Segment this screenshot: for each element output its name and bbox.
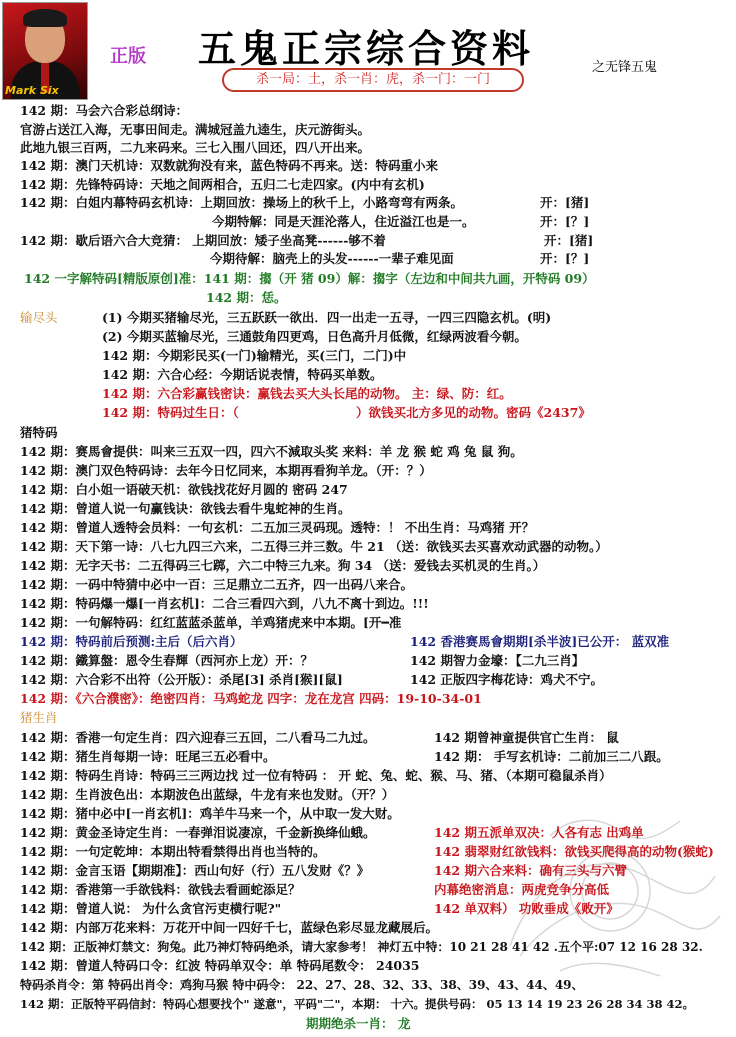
text-line: 142 期：特码爆一爆[一肖玄机]：二合三看四六到，八九不离十到边。!!!: [20, 596, 429, 611]
text-line: 142 期智力金壕：【二九三肖】: [410, 653, 585, 668]
text-line: 142 期：天下第一诗：八七九四三六来，二五得三并三数。牛 21 （送：欲钱买去买喜欢动武器的动物。）: [20, 539, 608, 554]
text-line: 开：[？]: [540, 251, 590, 266]
section-label: 输尽头: [20, 310, 58, 325]
page-title: 五鬼正宗综合资料: [198, 26, 535, 71]
text-line: 142 期：赛馬會提供：叫来三五双一四，四六不減取头奖 来料：羊 龙 猴 蛇 鸡 兔 鼠 狗。: [20, 444, 523, 459]
text-line: 142 正版四字梅花诗：鸡犬不宁。: [410, 672, 603, 687]
text-line: 142 期：澳门双色特码诗：去年今日忆同来，本期再看狗羊龙。（开：？）: [20, 463, 432, 478]
text-line: 142 期： 手写玄机诗：二前加三二八跟。: [434, 749, 669, 764]
text-line: 142 期：无字天书：二五得码三七踯，六二中特三九来。狗 34 （送：爱钱去买机灵的生肖。）: [20, 558, 546, 573]
text-line: 142 香港赛馬會期期[杀半波]已公开： 蓝双准: [410, 634, 670, 649]
section-label: 猪特码: [20, 425, 58, 440]
text-line: 开：[猪]: [544, 233, 594, 248]
text-line: 142 期：黄金圣诗定生肖：一春弹泪说凄凉，千金新换绛仙蛾。: [20, 825, 376, 840]
text-line: 142 期：猪生肖每期一诗：旺尾三五必看中。: [20, 749, 276, 764]
text-line: 142 期：六合彩赢钱密诀：赢钱去买大头长尾的动物。 主：绿、防：红。: [102, 386, 512, 401]
text-line: 142 期：曾道人说一句赢钱诀：欲钱去看牛鬼蛇神的生肖。: [20, 501, 351, 516]
text-line: 142 期：一句定乾坤：本期出特看禁得出肖也当特的。: [20, 844, 326, 859]
text-line: 142 期：猪中必中[一肖玄机]：鸡羊牛马来一个，从中取一发大财。: [20, 806, 400, 821]
text-line: 142 期：一句解特码：红红蓝蓝杀蓝单，羊鸡猪虎来中本期。[开━准: [20, 615, 402, 630]
text-line: 142 期：一码中特猜中必中一百：三足鼎立二五齐，四一出码八来合。: [20, 577, 413, 592]
edition-label: 正版: [110, 46, 146, 67]
mark-six-logo: Mark Six: [5, 84, 59, 97]
text-line: 142 期：恁。: [206, 290, 287, 305]
text-line: 142 期：今期彩民买(一门)输精光，买(三门，二门)中: [102, 348, 407, 363]
text-line: 官游占送江入海，无事田间走。满城冠盖九逵生，庆元游街头。: [20, 122, 371, 137]
text-line: 142 期：金言玉语【期期准】：西山句好（行）五八发财《？》: [20, 863, 370, 878]
text-line: 142 期：特码前后预测:主后（后六肖）: [20, 634, 243, 649]
text-line: 开：[？]: [540, 214, 590, 229]
author-name: 之无锋五鬼: [592, 60, 658, 75]
text-line: 期期绝杀一肖： 龙: [306, 1016, 411, 1031]
text-line: 142 期：特码生肖诗：特码三三两边找 过一位有特码 ： 开 蛇、兔、蛇、猴、马、猪、（本期可稳鼠杀肖）: [20, 768, 612, 783]
text-line: 142 期：《六合濮密》：绝密四肖：马鸡蛇龙 四字：龙在龙宫 四码：19-10-34-01: [20, 691, 482, 706]
text-line: 142 期曾神童提供官亡生肖： 鼠: [434, 730, 619, 745]
text-line: 142 期：正版特平码信封：特码心想要找个" 遂意"，平码"二"，本期： 十六。提供号码： 05 13 14 19 23 26 28 34 38 42。: [20, 997, 695, 1011]
text-line: 142 期：六合心经：今期话说表情，特码买单数。: [102, 367, 383, 382]
text-line: 开：[猪]: [540, 195, 590, 210]
text-line: 142 期：生肖波色出：本期波色出蓝绿，牛龙有来也发财。（开？）: [20, 787, 395, 802]
text-line: 142 期：香港第一手欲钱料：欲钱去看画蛇添足？: [20, 882, 301, 897]
text-line: 142 期：鐵算盤：恩令生春輝（西河亦上龙）开：？: [20, 653, 313, 668]
text-line: 142 翡翠财红欲钱料：欲钱买爬得高的动物(猴蛇): [434, 844, 714, 859]
text-line: 142 期：澳门天机诗：双数就狗没有来，蓝色特码不再来。送：特码重小来: [20, 158, 438, 173]
text-line: 142 期：内部万花来料：万花开中间一四好千七，蓝绿色彩尽显龙藏展后。: [20, 920, 438, 935]
text-line: 特码杀肖令：第 特码出肖令：鸡狗马猴 特中码令： 22、27、28、32、33、38、39、43、44、49、: [20, 978, 584, 992]
text-line: (2) 今期买蓝输尽光，三通鼓角四更鸡，日色高升月低微，红绿两波看今朝。: [102, 329, 527, 344]
text-line: 此地九银三百两，二九来码来。三七入围八回还，四八开出来。: [20, 140, 371, 155]
author-photo: [2, 2, 88, 100]
text-line: 142 期：歇后语六合大竞猜： 上期回放：矮子坐高凳------够不着: [20, 233, 386, 248]
text-line: 内幕绝密消息：两虎竞争分高低: [434, 882, 610, 897]
header: [0, 0, 736, 100]
text-line: 142 期：白小姐一语破天机：欲钱找花好月圆的 密码 247: [20, 482, 348, 497]
text-line: (1) 今期买猪输尽光，三五跃跃一欲出．四一出走一五寻，一四三四隐玄机。(明): [102, 310, 552, 325]
text-line: 142 期：曾道人透特会员料：一句玄机：二五加三灵码现。透特：！ 不出生肖：马鸡猪 开？: [20, 520, 535, 535]
text-line: 142 期六合来料：确有三头与六臂: [434, 863, 627, 878]
text-line: 今期特解：同是天涯沦落人，住近溢江也是一。: [212, 214, 475, 229]
kill-line-banner: 杀一局：土，杀一肖：虎，杀一门：一门: [222, 68, 524, 92]
text-line: 142 期：先锋特码诗：天地之间两相合，五归二七走四家。(内中有玄机): [20, 177, 425, 192]
text-line: ）欲钱买北方多见的动物。密码《2437》: [356, 405, 591, 420]
text-line: 142 期：特码过生日：（: [102, 405, 239, 420]
text-line: 142 期五派单双决：人各有志 出鸡单: [434, 825, 644, 840]
text-line: 142 期：曾道人特码口令：红波 特码单双令：单 特码尾数令： 24035: [20, 958, 420, 973]
text-line: 今期待解：脑壳上的头发------一辈子难见面: [210, 251, 454, 266]
hair-shape: [23, 9, 67, 27]
text-line: 142 期：香港一句定生肖：四六迎春三五回，二八看马二九过。: [20, 730, 376, 745]
section-label: 猪生肖: [20, 710, 58, 725]
text-line: 142 单双料） 功败垂成《败开》: [434, 901, 619, 916]
text-line: 142 一字解特码[精版原创]准：141 期：搊（开 猪 09）解：搊字（左边和中间共九画，开特码 09）: [24, 271, 595, 286]
text-line: 142 期：白姐内幕特码玄机诗：上期回放：操场上的秋千上，小路弯弯有两条。: [20, 195, 463, 210]
text-line: 142 期：马会六合彩总纲诗：: [20, 103, 188, 118]
text-line: 142 期：六合彩不出符（公开版）：杀尾[3] 杀肖[猴][鼠]: [20, 672, 343, 687]
text-line: 142 期：正版神灯禁文：狗兔。此乃神灯特码绝杀，请大家参考！ 神灯五中特：10 21 28 41 42 .五个平:07 12 16 28 32.: [20, 940, 703, 954]
text-line: 142 期：曾道人说： 为什么贪官污吏横行呢?": [20, 901, 282, 916]
